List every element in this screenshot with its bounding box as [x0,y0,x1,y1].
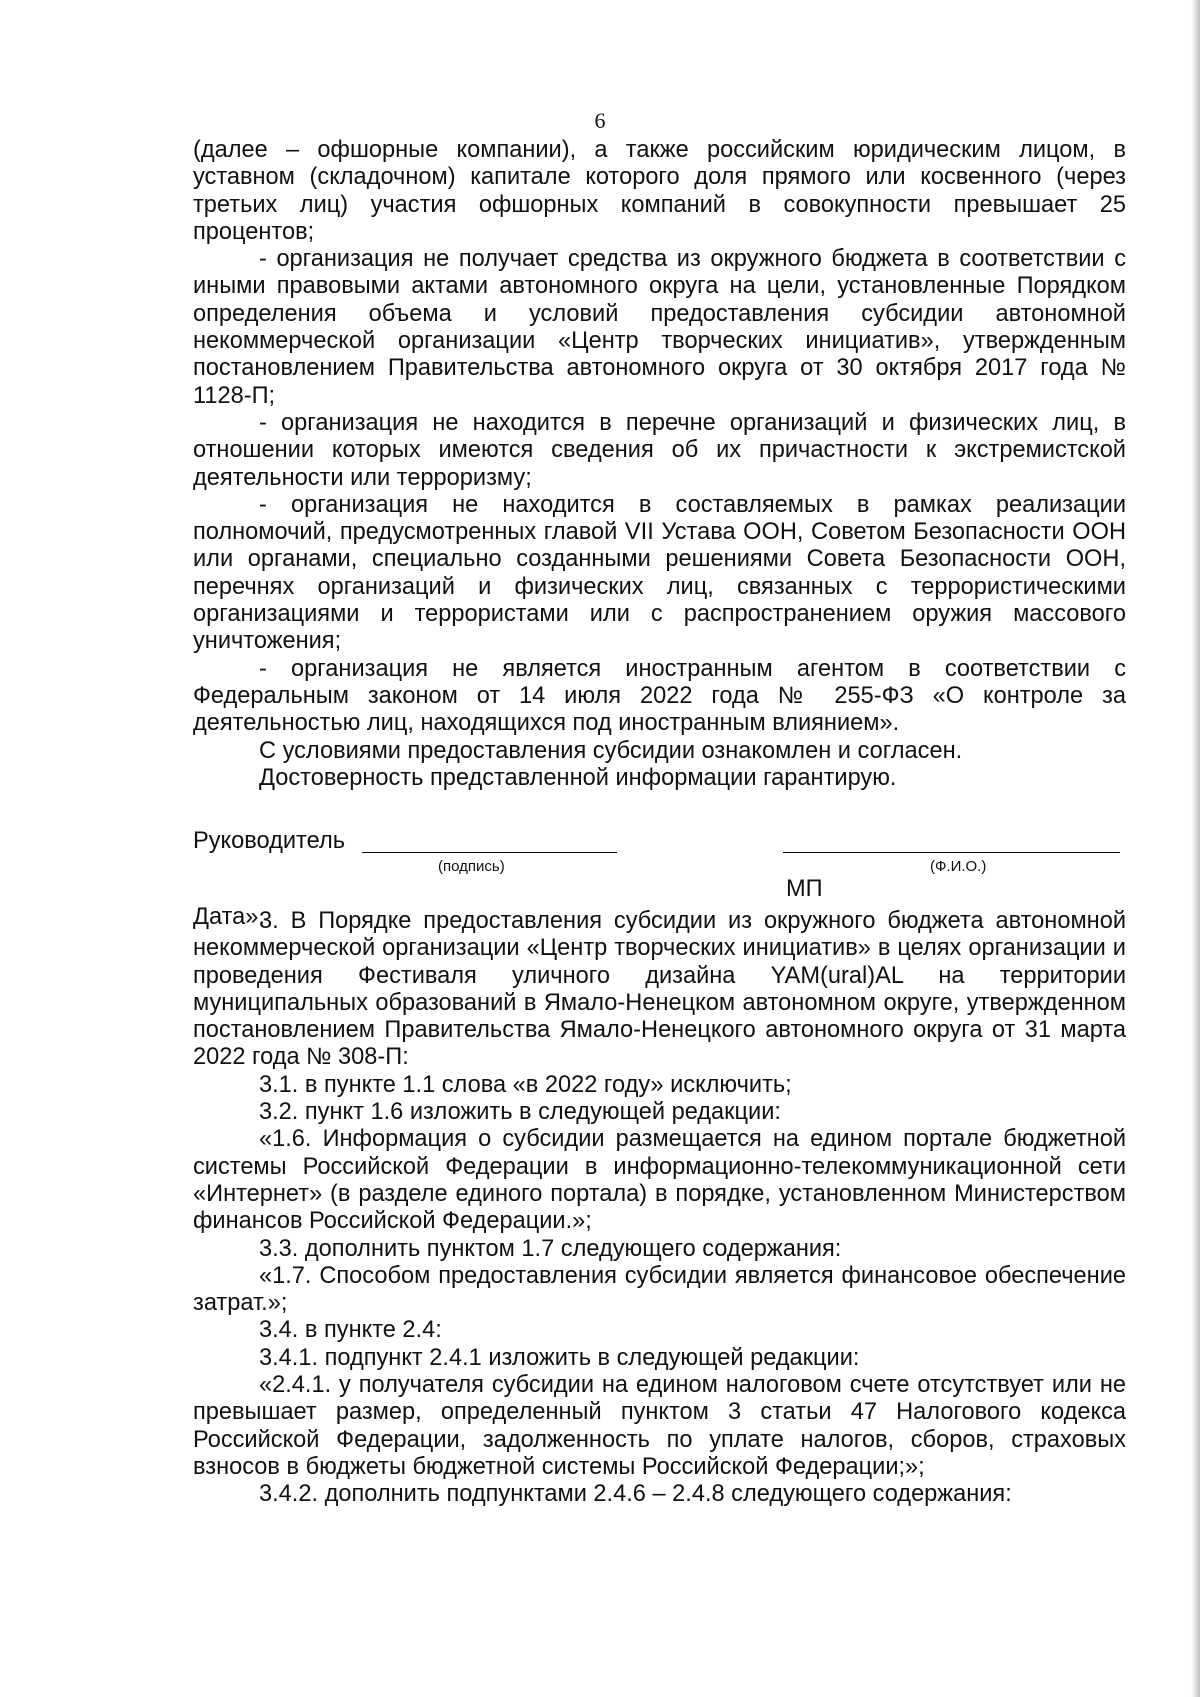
paragraph: Достоверность представленной информации гарантирую. [259,764,897,791]
paragraph: С условиями предоставления субсидии ознакомлен и согласен. [259,737,963,764]
head-label: Руководитель [193,828,345,854]
scan-edge-shadow [1191,0,1200,1697]
paragraph: - организация не находится в перечне организаций и физических лиц, в отношении которых имеются сведения об их причастности к экстремистской деятельности или терроризму; [193,409,1126,491]
paragraph: 3.4.1. подпункт 2.4.1 изложить в следующей редакции: [259,1344,860,1371]
paragraph: 3.1. в пункте 1.1 слова «в 2022 году» исключить; [259,1071,792,1098]
document-body-bottom [193,908,1126,1509]
paragraph: - организация не получает средства из окружного бюджета в соответствии с иными правовыми актами автономного округа на цели, установленные Порядком определения объема и условий предоставления субсидии автономной некоммерческой организации «Центр творческих инициатив», утвержденным постановлением Правительства автономного округа от 30 октября 2017 года № 1128-П; [193,246,1126,409]
paragraph: - организация не находится в составляемых в рамках реализации полномочий, предусмотренных главой VII Устава ООН, Советом Безопасности ООН или органами, специально созданными решениями Совета Безопасности ООН, перечнях организаций и физических лиц, связанных с террористическими организациями и террористами или с распространением оружия массового уничтожения; [193,491,1126,655]
paragraph: 3.3. дополнить пунктом 1.7 следующего содержания: [259,1235,842,1262]
page-number: 6 [594,108,606,133]
signature-caption: (подпись) [438,858,505,875]
signature-line [362,852,617,853]
paragraph: «2.4.1. у получателя субсидии на едином налоговом счете отсутствует или не превышает размер, определенный пунктом 3 статьи 47 Налогового кодекса Российской Федерации, задолженность по уплате налогов, сборов, страховых взносов в бюджеты бюджетной системы Российской Федерации;»; [193,1372,1126,1480]
name-caption: (Ф.И.О.) [930,858,987,875]
paragraph: 3. В Порядке предоставления субсидии из окружного бюджета автономной некоммерческой организации «Центр творческих инициатив» в целях организации и проведения Фестиваля уличного дизайна YAM(ural)AL на территории муниципальных образований в Ямало-Ненецком автономном округе, утвержденном постановлением Правительства Ямало-Ненецкого автономного округа от 31 марта 2022 года № 308-П: [193,908,1126,1071]
paragraph: 3.2. пункт 1.6 изложить в следующей редакции: [259,1099,781,1126]
seal-label: МП [786,876,823,902]
paragraph: «1.6. Информация о субсидии размещается на едином портале бюджетной системы Российской Федерации в информационно-телекоммуникационной сети «Интернет» (в разделе единого портала) в порядке, установленном Министерством финансов Российской Федерации.»; [193,1126,1126,1235]
name-line [783,852,1120,853]
paragraph: - организация не является иностранным агентом в соответствии с Федеральным законом от 14 июля 2022 года № 255-ФЗ «О контроле за деятельностью лиц, находящихся под иностранным влиянием». [193,655,1126,737]
paragraph: 3.4.2. дополнить подпунктами 2.4.6 – 2.4.8 следующего содержания: [259,1481,1012,1508]
date-label: Дата». [193,904,265,930]
paragraph: (далее – офшорные компании), а также российским юридическим лицом, в уставном (складочном) капитале которого доля прямого или косвенного (через третьих лиц) участия офшорных компаний в совокупности превышает 25 процентов; [193,137,1126,245]
document-body-top [193,137,1126,792]
paragraph: 3.4. в пункте 2.4: [259,1317,442,1344]
paragraph: «1.7. Способом предоставления субсидии является финансовое обеспечение затрат.»; [193,1262,1126,1317]
